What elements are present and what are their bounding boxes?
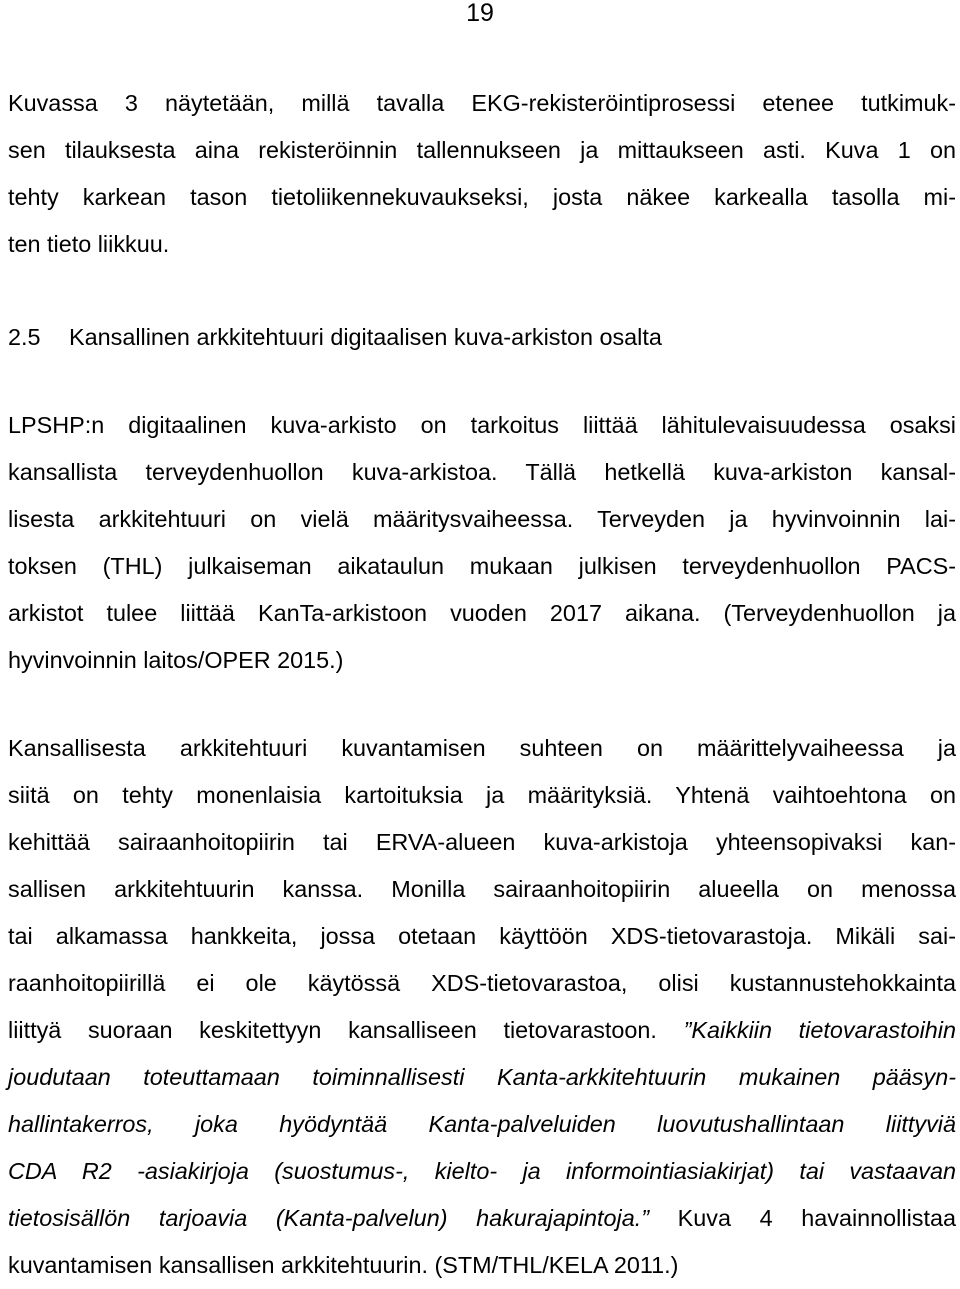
paragraph-lpshp: [8, 402, 956, 684]
paragraph-national-architecture: [8, 725, 956, 1289]
paragraph-line: [8, 1007, 956, 1054]
paragraph-line: tai alkamassa hankkeita, jossa otetaan käyttöön XDS-tietovarastoja. Mikäli sai-: [8, 923, 956, 949]
quote-line: CDA R2 -asiakirjoja (suostumus-, kielto- ja informointiasiakirjat) tai vastaavan: [8, 1158, 956, 1184]
paragraph-line: toksen (THL) julkaiseman aikataulun mukaan julkisen terveydenhuollon PACS-: [8, 553, 956, 579]
paragraph-line: kuvantamisen kansallisen arkkitehtuurin. (STM/THL/KELA 2011.): [8, 1252, 679, 1278]
line-text: liittyä suoraan keskitettyyn kansalliseen tietovarastoon.: [8, 1017, 684, 1043]
paragraph-line: [8, 1195, 956, 1242]
paragraph-line: Kuvassa 3 näytetään, millä tavalla EKG-rekisteröintiprosessi etenee tutkimuk-: [8, 90, 956, 116]
paragraph-intro: [8, 80, 956, 268]
paragraph-line: kansallista terveydenhuollon kuva-arkistoa. Tällä hetkellä kuva-arkiston kansal-: [8, 459, 956, 485]
page-number: 19: [466, 0, 494, 27]
paragraph-line: tehty karkean tason tietoliikennekuvaukseksi, josta näkee karkealla tasolla mi-: [8, 184, 956, 210]
paragraph-line: lisesta arkkitehtuuri on vielä määritysvaiheessa. Terveyden ja hyvinvoinnin lai-: [8, 506, 956, 532]
quote-text: tietosisällön tarjoavia (Kanta-palvelun) hakurajapintoja.”: [8, 1205, 650, 1231]
quote-line: joudutaan toteuttamaan toiminnallisesti Kanta-arkkitehtuurin mukainen pääsyn-: [8, 1064, 956, 1090]
quote-text: ”Kaikkiin tietovarastoihin: [683, 1017, 957, 1043]
paragraph-line: hyvinvoinnin laitos/OPER 2015.): [8, 647, 344, 673]
section-number: 2.5: [8, 324, 41, 350]
paragraph-line: raanhoitopiirillä ei ole käytössä XDS-tietovarastoa, olisi kustannustehokkainta: [8, 970, 956, 996]
paragraph-line: sallisen arkkitehtuurin kanssa. Monilla sairaanhoitopiirin alueella on menossa: [8, 876, 956, 902]
paragraph-line: siitä on tehty monenlaisia kartoituksia ja määrityksiä. Yhtenä vaihtoehtona on: [8, 782, 956, 808]
paragraph-line: arkistot tulee liittää KanTa-arkistoon vuoden 2017 aikana. (Terveydenhuollon ja: [8, 600, 956, 626]
paragraph-line: sen tilauksesta aina rekisteröinnin tallennukseen ja mittaukseen asti. Kuva 1 on: [8, 137, 956, 163]
section-title: Kansallinen arkkitehtuuri digitaalisen kuva-arkiston osalta: [69, 324, 662, 350]
quote-line: hallintakerros, joka hyödyntää Kanta-palveluiden luovutushallintaan liittyviä: [8, 1111, 956, 1137]
paragraph-line: LPSHP:n digitaalinen kuva-arkisto on tarkoitus liittää lähitulevaisuudessa osaksi: [8, 412, 956, 438]
paragraph-line: kehittää sairaanhoitopiirin tai ERVA-alueen kuva-arkistoja yhteensopivaksi kan-: [8, 829, 956, 855]
paragraph-line: ten tieto liikkuu.: [8, 231, 170, 257]
line-text: Kuva 4 havainnollistaa: [649, 1205, 956, 1231]
section-heading: [8, 314, 662, 361]
paragraph-line: Kansallisesta arkkitehtuuri kuvantamisen suhteen on määrittelyvaiheessa ja: [8, 735, 956, 761]
